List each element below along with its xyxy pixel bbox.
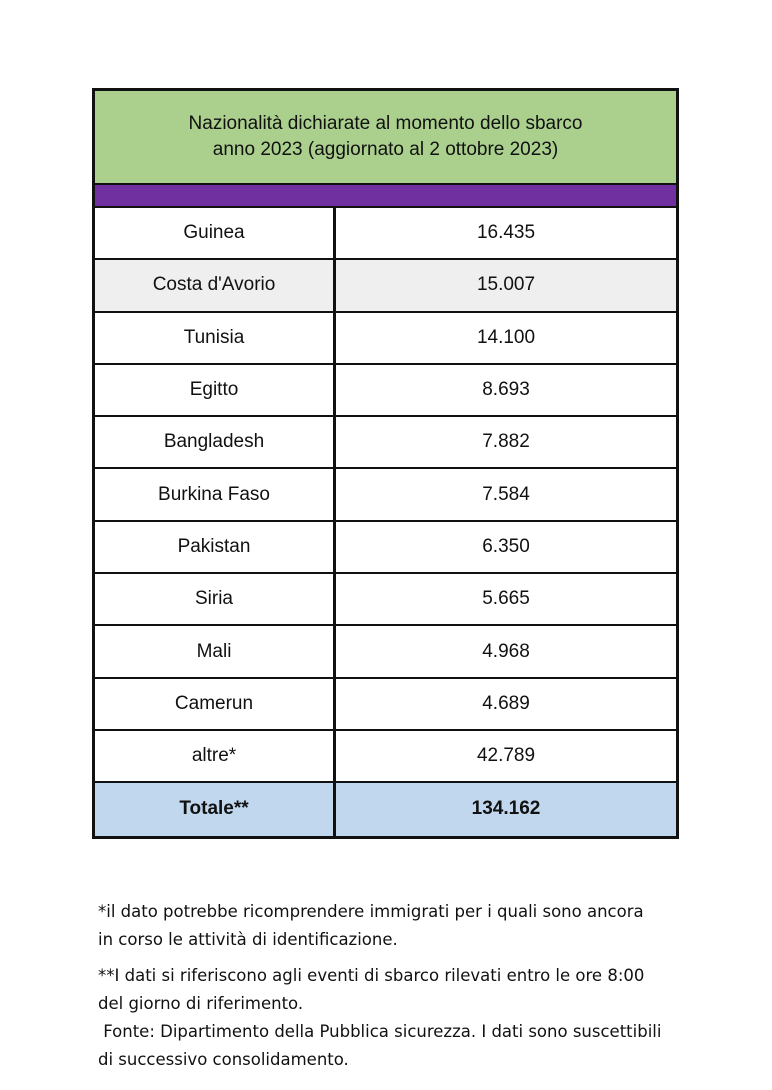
row-count: 7.584 — [482, 483, 530, 505]
row-nationality: altre* — [95, 731, 336, 781]
table-row — [95, 365, 676, 417]
row-count: 42.789 — [476, 745, 536, 767]
row-nationality: Siria — [95, 574, 336, 624]
source-line1: Fonte: Dipartimento della Pubblica sicurezza. I dati sono suscettibili — [98, 1022, 662, 1041]
row-nationality: Camerun — [95, 679, 336, 729]
row-nationality: Egitto — [95, 365, 336, 415]
table-row — [95, 208, 676, 260]
row-count: 4.689 — [482, 692, 530, 714]
footnote-2-line2: del giorno di riferimento. — [98, 994, 304, 1013]
row-nationality: Mali — [95, 626, 336, 676]
row-count: 15.007 — [476, 274, 536, 296]
row-count: 5.665 — [482, 588, 530, 610]
row-count: 8.693 — [482, 379, 530, 401]
row-count: 7.882 — [482, 431, 530, 453]
table-row — [95, 417, 676, 469]
row-nationality: Tunisia — [95, 313, 336, 363]
table-row — [95, 260, 676, 312]
total-value: 134.162 — [471, 798, 541, 820]
row-nationality: Bangladesh — [95, 417, 336, 467]
table-row — [95, 469, 676, 521]
table-row — [95, 731, 676, 783]
row-nationality: Guinea — [95, 208, 336, 258]
table-row — [95, 522, 676, 574]
footnote-2-line1: **I dati si riferiscono agli eventi di sbarco rilevati entro le ore 8:00 — [98, 966, 645, 985]
footnote-1-line2: in corso le attività di identificazione. — [98, 930, 398, 949]
table-row — [95, 679, 676, 731]
table-row — [95, 574, 676, 626]
row-nationality: Pakistan — [95, 522, 336, 572]
source-line2: di successivo consolidamento. — [98, 1050, 349, 1069]
table-row — [95, 626, 676, 678]
total-row — [95, 783, 676, 835]
table-title-line1: Nazionalità dichiarate al momento dello sbarco — [188, 113, 583, 134]
footnote-1-line1: *il dato potrebbe ricomprendere immigrati per i quali sono ancora — [98, 902, 644, 921]
row-count: 16.435 — [476, 222, 536, 244]
row-count: 14.100 — [476, 326, 536, 348]
row-nationality: Burkina Faso — [95, 469, 336, 519]
total-label: Totale** — [95, 783, 336, 835]
row-count: 4.968 — [482, 640, 530, 662]
row-nationality: Costa d'Avorio — [95, 260, 336, 310]
footnotes — [98, 898, 698, 1074]
table-row — [95, 313, 676, 365]
table-title-line2: anno 2023 (aggiornato al 2 ottobre 2023) — [212, 139, 559, 160]
nationalities-table — [92, 88, 679, 839]
row-count: 6.350 — [482, 535, 530, 557]
table-header — [95, 91, 676, 185]
header-divider-bar — [95, 185, 676, 208]
